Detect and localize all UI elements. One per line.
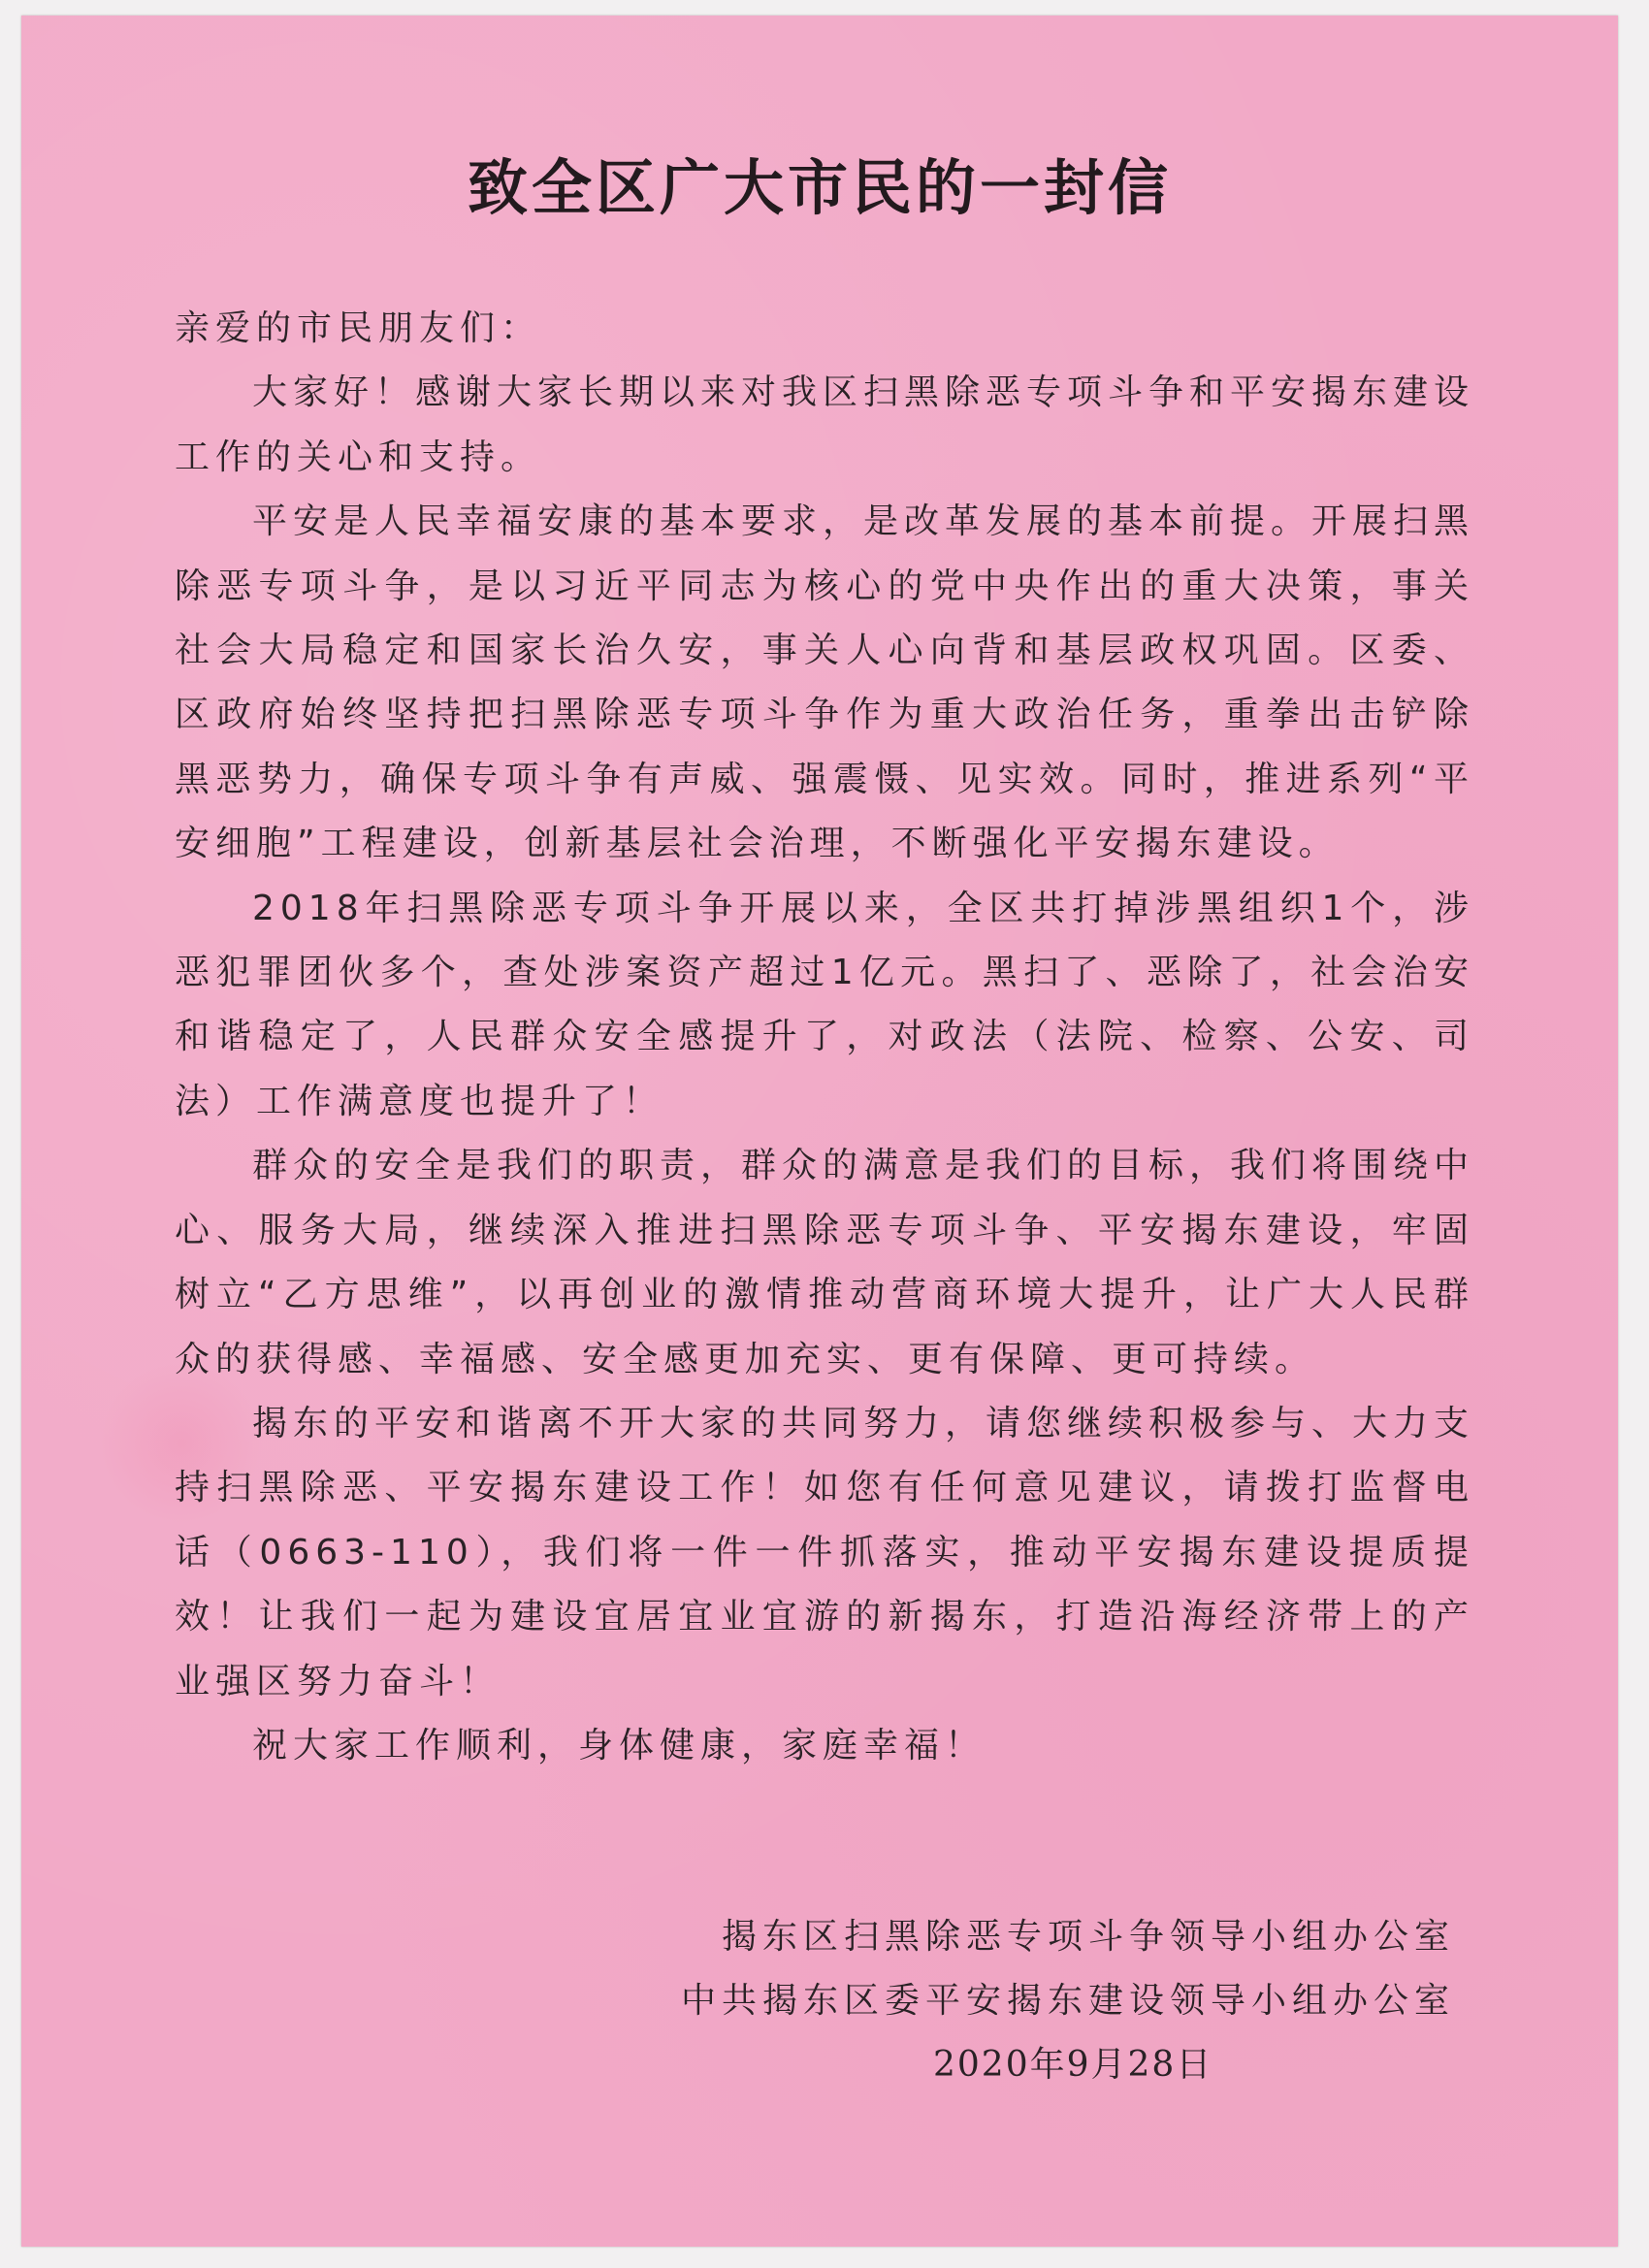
paragraph-goals: 群众的安全是我们的职责，群众的满意是我们的目标，我们将围绕中心、服务大局，继续深入推进扫黑除恶专项斗争、平安揭东建设，牢固树立“乙方思维”，以再创业的激情推动营商环境大提升，让广大人民群众的获得感、幸福感、安全感更加充实、更有保障、更可持续。 bbox=[175, 1146, 1475, 1379]
letter-sheet bbox=[21, 16, 1618, 2247]
letter-date: 2020年9月28日 bbox=[933, 2045, 1213, 2085]
paragraph-results: 2018年扫黑除恶专项斗争开展以来，全区共打掉涉黑组织1个，涉恶犯罪团伙多个，查处涉案资产超过1亿元。黑扫了、恶除了，社会治安和谐稳定了，人民群众安全感提升了，对政法（法院、检察、公安、司法）工作满意度也提升了！ bbox=[175, 888, 1474, 1121]
paragraph-background: 平安是人民幸福安康的基本要求，是改革发展的基本前提。开展扫黑除恶专项斗争，是以习近平同志为核心的党中央作出的重大决策，事关社会大局稳定和国家长治久安，事关人心向背和基层政权巩固。区委、区政府始终坚持把扫黑除恶专项斗争作为重大政治任务，重拳出击铲除黑恶势力，确保专项斗争有声威、强震慑、见实效。同时，推进系列“平安细胞”工程建设，创新基层社会治理，不断强化平安揭东建设。 bbox=[175, 502, 1475, 864]
paragraph-appeal: 揭东的平安和谐离不开大家的共同努力，请您继续积极参与、大力支持扫黑除恶、平安揭东建设工作！如您有任何意见建议，请拨打监督电话（0663-110），我们将一件一件抓落实，推动平安揭东建设提质提效！让我们一起为建设宜居宜业宜游的新揭东，打造沿海经济带上的产业强区努力奋斗！ bbox=[175, 1403, 1475, 1701]
letter-title: 致全区广大市民的一封信 bbox=[467, 152, 1172, 223]
signature-office-1: 揭东区扫黑除恶专项斗争领导小组办公室 bbox=[721, 1917, 1455, 1957]
signature-office-2: 中共揭东区委平安揭东建设领导小组办公室 bbox=[680, 1981, 1455, 2021]
salutation: 亲爱的市民朋友们： bbox=[175, 308, 542, 348]
paragraph-greeting: 大家好！感谢大家长期以来对我区扫黑除恶专项斗争和平安揭东建设工作的关心和支持。 bbox=[175, 373, 1475, 477]
paragraph-wishes: 祝大家工作顺利，身体健康，家庭幸福！ bbox=[252, 1725, 986, 1766]
letter-body bbox=[175, 297, 1474, 1778]
